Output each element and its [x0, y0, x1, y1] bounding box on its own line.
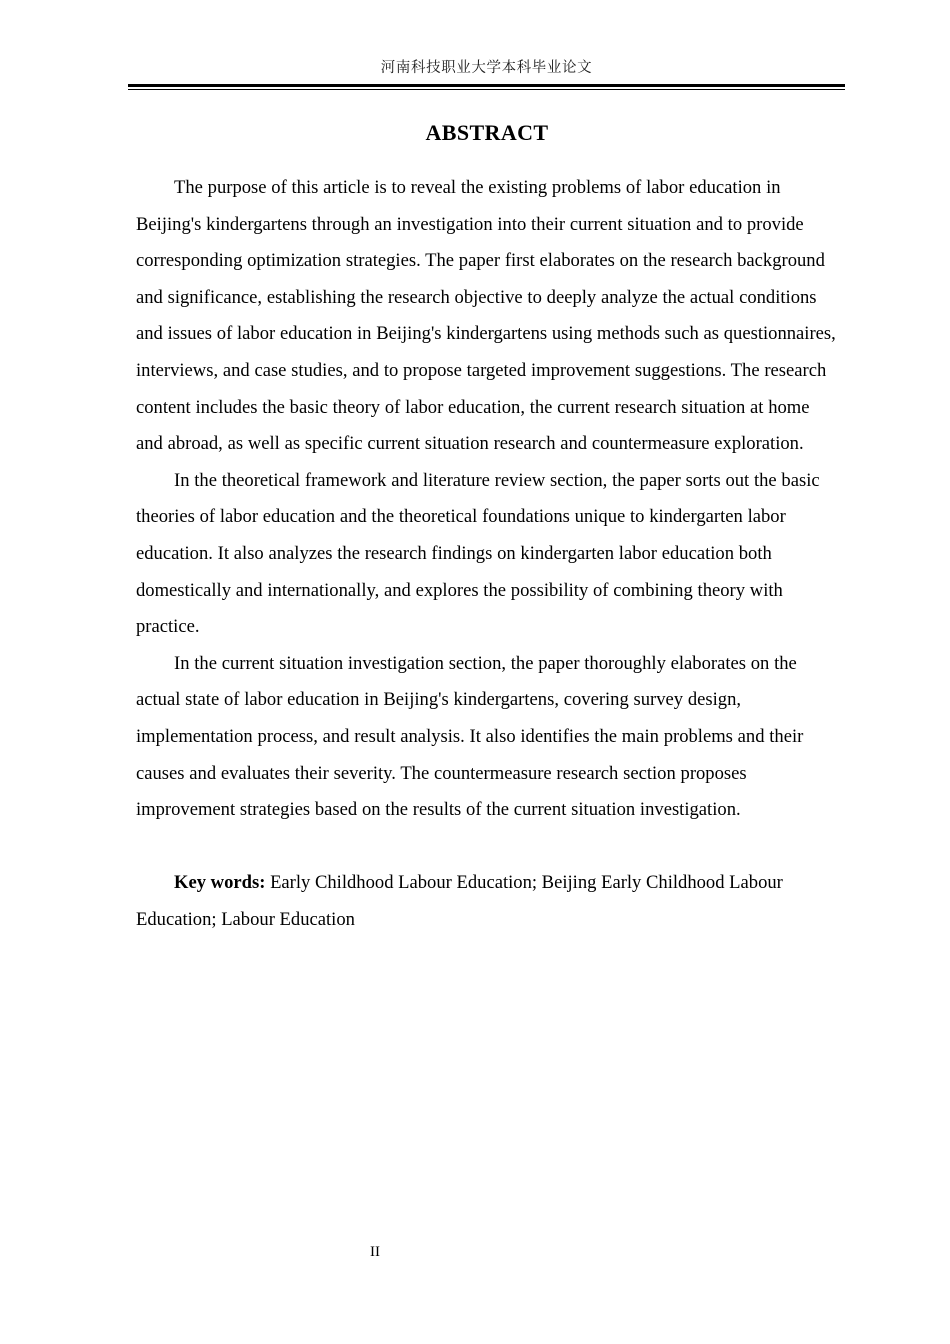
abstract-paragraph-1: The purpose of this article is to reveal the existing problems of labor education in Beijing's kindergartens through an investigation into their current situation and to provide corresponding optimization strategies. The paper first elaborates on the research background and significance, establishing the research objective to deeply analyze the actual conditions and issues of labor education in Beijing's kindergartens using methods such as questionnaires, interviews, and case studies, and to propose targeted improvement suggestions. The research content includes the basic theory of labor education, the current research situation at home and abroad, as well as specific current situation research and countermeasure exploration. [136, 177, 836, 455]
keywords-value: Early Childhood Labour Education; Beijing Early Childhood Labour Education; Labour Education [136, 872, 783, 930]
abstract-content [136, 118, 838, 938]
abstract-paragraph-2: In the theoretical framework and literature review section, the paper sorts out the basic theories of labor education and the theoretical foundations unique to kindergarten labor education. It also analyzes the research findings on kindergarten labor education both domestically and internationally, and explores the possibility of combining theory with practice. [136, 469, 820, 638]
keywords-label: Key words: [174, 872, 266, 894]
header-divider-thin-line [128, 89, 845, 90]
page-number: II [370, 1244, 380, 1260]
running-header [128, 58, 845, 90]
header-divider [128, 84, 845, 90]
running-header-title: 河南科技职业大学本科毕业论文 [380, 60, 593, 76]
page-title: ABSTRACT [425, 120, 549, 145]
abstract-paragraph-3: In the current situation investigation section, the paper thoroughly elaborates on the actual state of labor education in Beijing's kindergartens, covering survey design, implementation process, and result analysis. It also identifies the main problems and their causes and evaluates their severity. The countermeasure research section proposes improvement strategies based on the results of the current situation investigation. [136, 652, 804, 821]
keywords-line [136, 865, 838, 938]
